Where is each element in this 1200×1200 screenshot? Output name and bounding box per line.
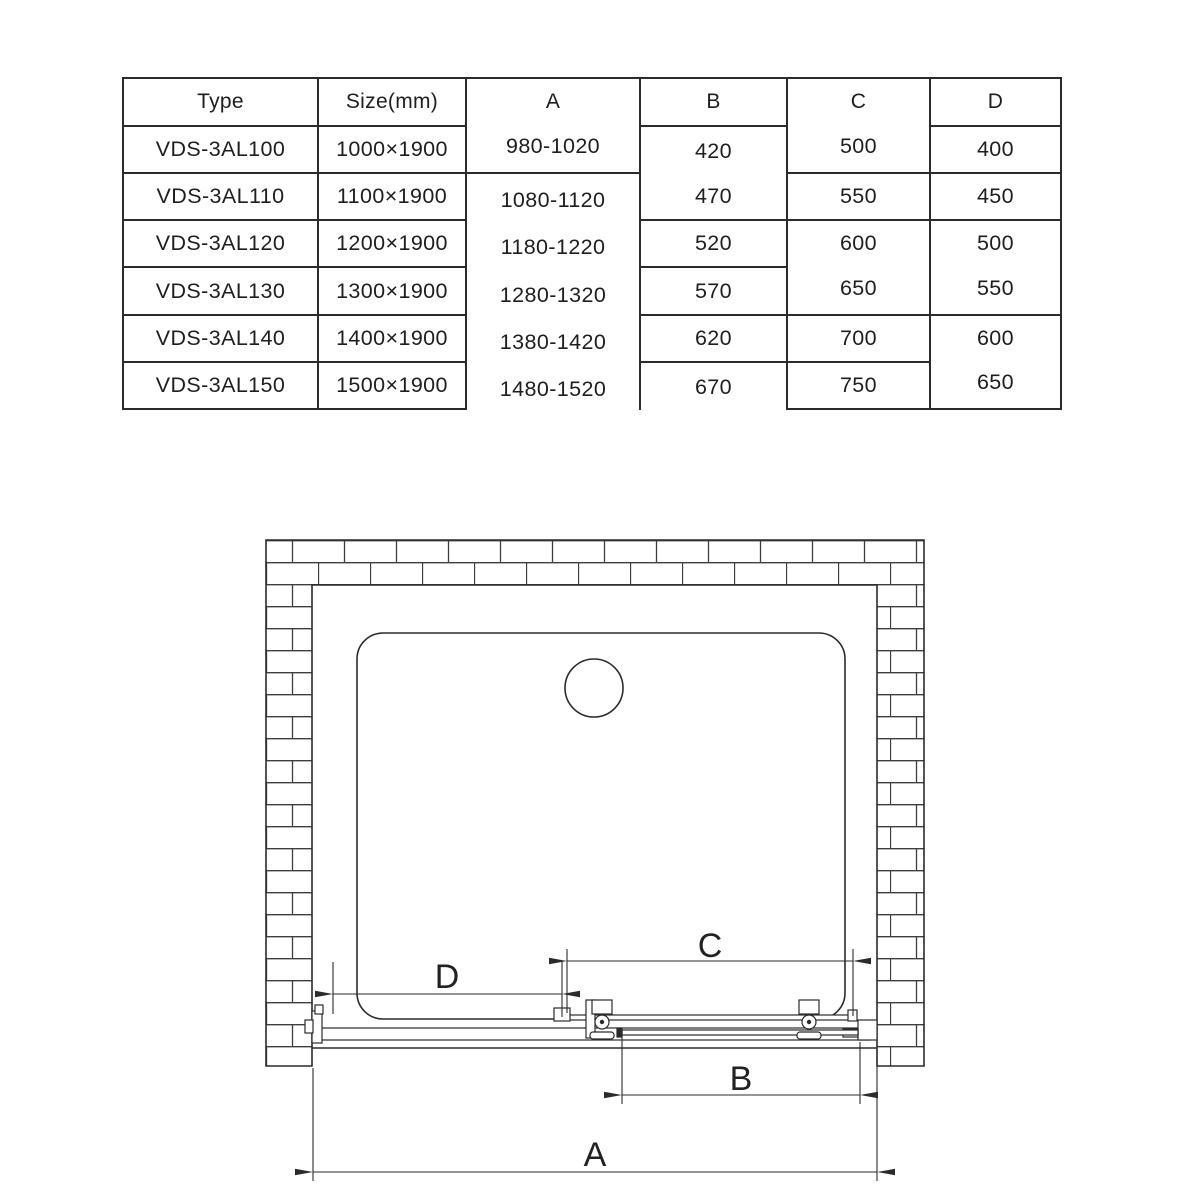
table-row bbox=[123, 220, 1061, 267]
cell-size: 1000×1900 bbox=[318, 126, 466, 173]
cell-type: VDS-3AL110 bbox=[123, 173, 318, 220]
table-row bbox=[123, 126, 1061, 173]
cell-c: 600 bbox=[787, 220, 930, 267]
drain-circle bbox=[565, 659, 623, 717]
dim-label-d: D bbox=[434, 958, 460, 996]
cell-b: 620 bbox=[640, 315, 787, 362]
sliding-glass-panel bbox=[622, 1030, 858, 1035]
table-row bbox=[123, 315, 1061, 362]
cell-type: VDS-3AL150 bbox=[123, 362, 318, 409]
cell-d: 550 bbox=[930, 264, 1061, 311]
cell-size: 1400×1900 bbox=[318, 315, 466, 362]
cell-size: 1300×1900 bbox=[318, 267, 466, 314]
cell-a: 1380-1420 bbox=[466, 319, 640, 366]
cell-d: 400 bbox=[930, 126, 1061, 173]
cell-c: 550 bbox=[787, 173, 930, 220]
cell-b: 570 bbox=[640, 267, 787, 314]
cell-d: 650 bbox=[930, 359, 1061, 406]
cell-b: 520 bbox=[640, 220, 787, 267]
col-header-type: Type bbox=[123, 78, 318, 126]
cell-d: 450 bbox=[930, 173, 1061, 220]
cell-a: 1280-1320 bbox=[466, 271, 640, 318]
spec-table bbox=[122, 77, 1062, 410]
col-header-c: C bbox=[787, 78, 930, 126]
table-row bbox=[123, 362, 1061, 409]
dim-label-b: B bbox=[729, 1060, 753, 1098]
cell-type: VDS-3AL130 bbox=[123, 267, 318, 314]
cell-a: 1080-1120 bbox=[466, 177, 640, 224]
cell-type: VDS-3AL120 bbox=[123, 220, 318, 267]
col-header-a: A bbox=[466, 78, 640, 126]
dim-label-a: A bbox=[583, 1136, 607, 1174]
cell-c: 650 bbox=[787, 264, 930, 311]
cell-size: 1500×1900 bbox=[318, 362, 466, 409]
dim-label-c: C bbox=[697, 927, 723, 965]
cell-b: 420 bbox=[640, 128, 787, 175]
right-wall-profile bbox=[858, 1020, 877, 1040]
cell-b: 670 bbox=[640, 364, 787, 411]
cell-b: 470 bbox=[640, 173, 787, 220]
glass-end-cap bbox=[617, 1028, 622, 1037]
cell-type: VDS-3AL100 bbox=[123, 126, 318, 173]
table-row bbox=[123, 267, 1061, 314]
col-header-b: B bbox=[640, 78, 787, 126]
cell-size: 1100×1900 bbox=[318, 173, 466, 220]
left-wall-profile bbox=[305, 1020, 313, 1033]
dimension-a bbox=[313, 1050, 877, 1181]
installation-drawing bbox=[250, 520, 950, 1200]
cell-a: 1180-1220 bbox=[466, 224, 640, 271]
cell-a: 980-1020 bbox=[466, 123, 640, 170]
cell-d: 600 bbox=[930, 315, 1061, 362]
dimension-d bbox=[333, 958, 562, 1017]
cell-c: 500 bbox=[787, 123, 930, 170]
cell-c: 750 bbox=[787, 362, 930, 409]
cell-size: 1200×1900 bbox=[318, 220, 466, 267]
cell-type: VDS-3AL140 bbox=[123, 315, 318, 362]
table-row bbox=[123, 173, 1061, 220]
table-header-row bbox=[123, 78, 1061, 126]
cell-d: 500 bbox=[930, 220, 1061, 267]
cell-a: 1480-1520 bbox=[466, 366, 640, 413]
cell-c: 700 bbox=[787, 315, 930, 362]
left-wall-profile bbox=[315, 1005, 323, 1014]
dimension-b bbox=[622, 1037, 860, 1104]
col-header-d: D bbox=[930, 78, 1061, 126]
col-header-size: Size(mm) bbox=[318, 78, 466, 126]
brick-wall bbox=[266, 540, 924, 1066]
